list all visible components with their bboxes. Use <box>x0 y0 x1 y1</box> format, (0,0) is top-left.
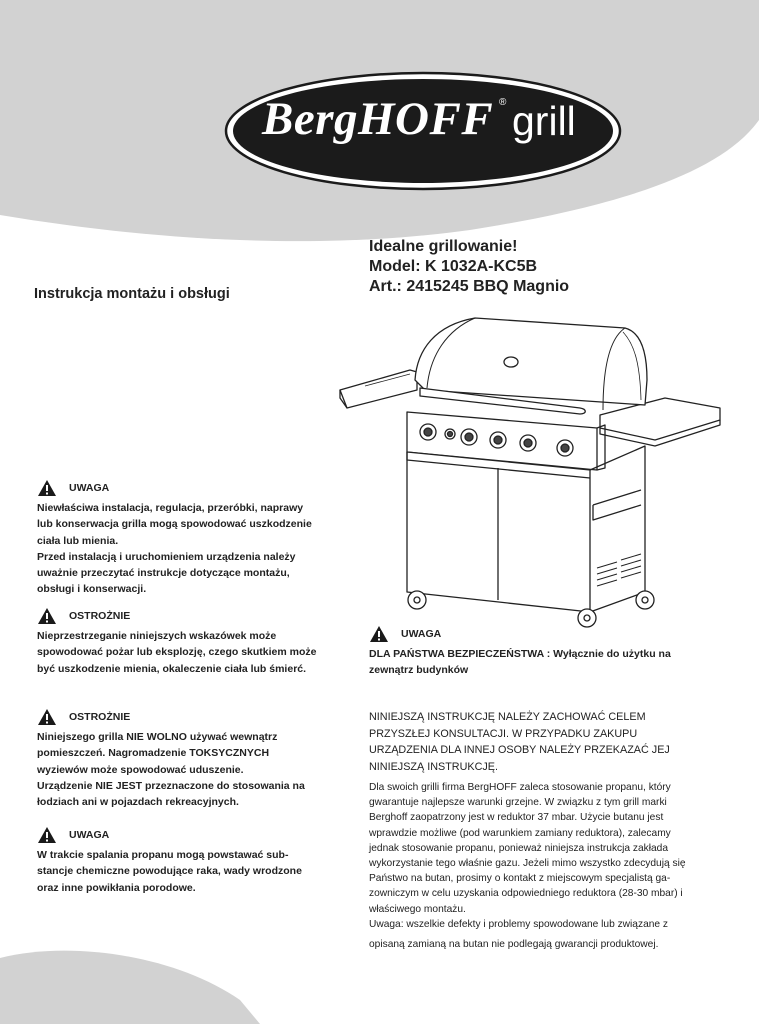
notice-line: NINIEJSZĄ INSTRUKCJĘ. <box>369 760 498 773</box>
paragraph-line: zowniczym w celu uzyskania odpowiedniego reduktora (28-30 mbar) i <box>369 888 683 900</box>
warning-title: OSTROŻNIE <box>69 609 131 622</box>
notice-line: URZĄDZENIA DLA INNEJ OSOBY NALEŻY PRZEKAZAĆ JEJ <box>369 744 670 756</box>
warning-triangle-icon <box>37 479 57 497</box>
paragraph-line: opisaną zamianą na butan nie podlegają gwarancji produktowej. <box>369 939 659 951</box>
warning-title: OSTROŻNIE <box>69 710 131 723</box>
warning-title: UWAGA <box>69 828 110 841</box>
warning-line: pomieszczeń. Nagromadzenie TOKSYCZNYCH <box>37 747 270 760</box>
warning-block-5 <box>369 624 671 679</box>
warning-line: Nieprzestrzeganie niniejszych wskazówek może <box>37 630 277 642</box>
logo-brand-text: BergHOFF <box>262 93 494 145</box>
bottom-grey-shape <box>0 951 260 1024</box>
paragraph-line: Państwo na butan, prosimy o kontakt z miejscowym specjalistą ga- <box>369 873 671 885</box>
paragraph-line: jednak stosowanie propanu, ponieważ niniejsza instrukcja zakłada <box>369 842 669 854</box>
warning-triangle-icon <box>369 625 389 643</box>
propane-info-paragraph <box>369 780 686 952</box>
warning-block-1 <box>37 478 312 598</box>
paragraph-line: wykorzystanie tego właśnie gazu. Jeżeli mimo wszystko zdecydują się <box>369 858 686 870</box>
warning-triangle-icon <box>37 826 57 844</box>
notice-line: NINIEJSZĄ INSTRUKCJĘ NALEŻY ZACHOWAĆ CELEM <box>369 711 646 723</box>
paragraph-line: właściwego montażu. <box>369 903 466 915</box>
warning-line: Niewłaściwa instalacja, regulacja, przeróbki, naprawy <box>37 502 304 514</box>
warning-line: spowodować pożar lub eksplozję, czego skutkiem może <box>37 646 317 659</box>
warning-line: Przed instalacją i uruchomieniem urządzenia należy <box>37 550 296 563</box>
warning-triangle-icon <box>37 708 57 726</box>
warning-line: W trakcie spalania propanu mogą powstawać sub- <box>37 849 289 861</box>
article-number: Art.: 2415245 BBQ Magnio <box>369 278 570 295</box>
warning-block-4 <box>37 825 302 896</box>
manual-title: Instrukcja montażu i obsługi <box>34 286 230 302</box>
warning-line: być uszkodzenie mienia, okaleczenie ciała lub śmierć. <box>37 662 307 675</box>
warning-line: łodziach ani w pojazdach rekreacyjnych. <box>37 796 239 809</box>
warning-line: Urządzenie NIE JEST przeznaczone do stosowania na <box>37 779 305 792</box>
paragraph-line: wprawdzie możliwe (pod warunkiem zamiany reduktora), zalecamy <box>369 827 671 839</box>
model-number: Model: K 1032A-KC5B <box>369 258 538 275</box>
logo-product-text: grill <box>512 98 576 144</box>
warning-title: UWAGA <box>69 481 110 494</box>
warning-line: obsługi i konserwacji. <box>37 583 147 596</box>
warning-title: UWAGA <box>401 627 442 640</box>
warning-line: Niniejszego grilla NIE WOLNO używać wewnątrz <box>37 731 278 743</box>
warning-line: ciała lub mienia. <box>37 534 119 547</box>
paragraph-line: Berghoff zaopatrzony jest w reduktor 37 mbar. Użycie butanu jest <box>369 812 664 824</box>
warning-line: stancje chemiczne powodujące raka, wady wrodzone <box>37 865 302 878</box>
paragraph-line: gwarantuje najlepsze warunki grzejne. W związku z tym grill marki <box>369 797 667 809</box>
warning-triangle-icon <box>37 607 57 625</box>
model-info <box>369 237 569 297</box>
warning-line: wyziewów może spowodować uduszenie. <box>37 763 244 776</box>
cart-vents <box>597 554 641 586</box>
grill-illustration <box>335 310 723 635</box>
warning-block-3 <box>37 707 305 810</box>
model-tagline: Idealne grillowanie! <box>369 238 518 255</box>
left-shelf <box>340 370 417 408</box>
keep-instructions-notice <box>369 709 670 775</box>
right-shelf <box>600 398 720 440</box>
notice-line: PRZYSZŁEJ KONSULTACJI. W PRZYPADKU ZAKUPU <box>369 727 638 740</box>
thermometer <box>504 357 518 367</box>
warning-block-2 <box>37 606 316 677</box>
warning-line: oraz inne powikłania porodowe. <box>37 881 196 894</box>
paragraph-line: Dla swoich grilli firma BergHOFF zaleca stosowanie propanu, który <box>369 782 671 793</box>
warning-line: zewnątrz budynków <box>369 664 469 677</box>
warning-line: lub konserwacja grilla mogą spowodować uszkodzenie <box>37 518 312 531</box>
warning-line: uważnie przeczytać instrukcje dotyczące montażu, <box>37 567 290 580</box>
warning-line: DLA PAŃSTWA BEZPIECZEŃSTWA : Wyłącznie do użytku na <box>369 648 671 660</box>
registered-mark: ® <box>499 97 507 108</box>
paragraph-line: Uwaga: wszelkie defekty i problemy spowodowane lub związane z <box>369 918 668 930</box>
